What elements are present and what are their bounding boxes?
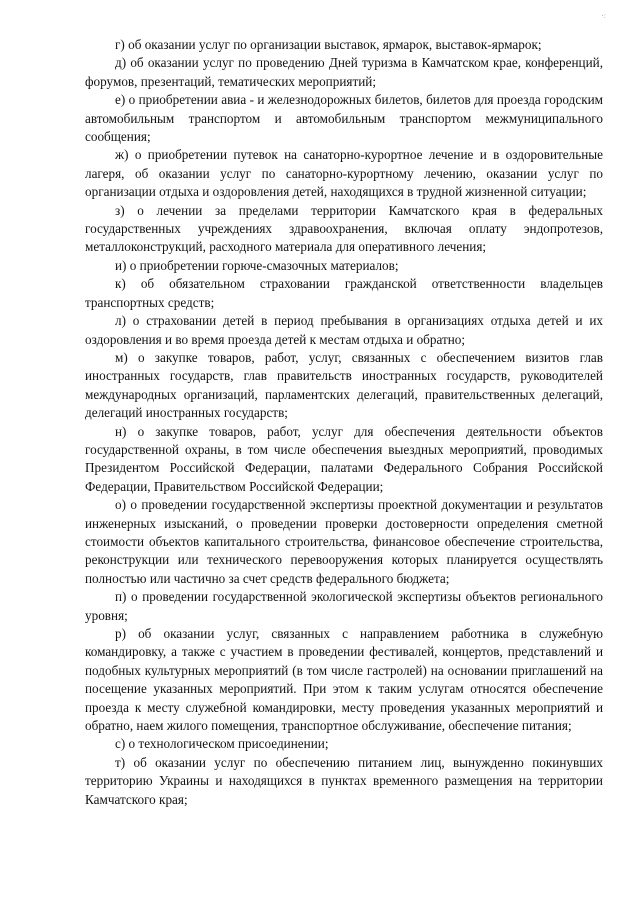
list-item-zh: ж) о приобретении путевок на санаторно-курортное лечение и в оздоровительные лагеря, об оказании услуг по санаторно-курортному лечению, оказании услуг по организации отдыха и оздоровления детей, находящихся в трудной жизненной ситуации;: [85, 147, 603, 200]
list-item-n: н) о закупке товаров, работ, услуг для обеспечения деятельности объектов государственной охраны, в том числе обеспечения выездных мероприятий, проводимых Президентом Российской Федерации, палатами Федерального Собрания Российской Федерации, Правительством Российской Федерации;: [85, 423, 603, 494]
list-item-g: г) об оказании услуг по организации выставок, ярмарок, выставок-ярмарок;: [115, 37, 542, 52]
list-item-l: л) о страховании детей в период пребывания в организациях отдыха детей и их оздоровления и во время проезда детей к местам отдыха и обратно;: [85, 313, 603, 347]
list-item-d: д) об оказании услуг по проведению Дней туризма в Камчатском крае, конференций, форумов, презентаций, тематических мероприятий;: [85, 55, 603, 89]
list-item-r: р) об оказании услуг, связанных с направлением работника в служебную командировку, а также с участием в проведении фестивалей, концертов, представлений и подобных культурных мероприятий (в том числе гастролей) на основании приглашений на посещение указанных мероприятий. При этом к таким услугам относятся обеспечение проезда к месту служебной командировки, месту проведения указанных мероприятий и обратно, наем жилого помещения, транспортное обслуживание, обеспечение питания;: [85, 626, 603, 734]
list-item-t: т) об оказании услуг по обеспечению питанием лиц, вынужденно покинувших территорию Украины и находящихся в пунктах временного размещения на территории Камчатского края;: [85, 754, 603, 807]
list-item-o: о) о проведении государственной экспертизы проектной документации и результатов инженерных изысканий, о проведении проверки достоверности определения сметной стоимости объектов капитального строительства, финансовое обеспечение строительства, реконструкции или технического перевооружения которых планируется осуществлять полностью или частично за счет средств федерального бюджета;: [85, 497, 603, 586]
list-item-k: к) об обязательном страховании гражданской ответственности владельцев транспортных средств;: [85, 276, 603, 310]
list-item-i: и) о приобретении горюче-смазочных материалов;: [115, 257, 399, 273]
list-item-s: с) о технологическом присоединении;: [115, 736, 329, 752]
list-item-z: з) о лечении за пределами территории Камчатского края в федеральных государственных учреждениях здравоохранения, включая оплату эндопротезов, металлоконструкций, расходного материала для оперативного лечения;: [85, 202, 603, 255]
list-item-p: п) о проведении государственной экологической экспертизы объектов регионального уровня;: [85, 589, 603, 623]
document-page: [85, 36, 603, 809]
list-item-m: м) о закупке товаров, работ, услуг, связанных с обеспечением визитов глав иностранных государств, глав правительств иностранных государств, руководителей международных организаций, парламентских делегаций, правительственных делегаций, делегаций иностранных государств;: [85, 349, 603, 421]
list-item-e: е) о приобретении авиа - и железнодорожных билетов, билетов для проезда городским автомобильным транспортом и автомобильным транспортом межмуниципального сообщения;: [85, 92, 603, 145]
scan-corner-mark: ·:: [601, 12, 606, 20]
